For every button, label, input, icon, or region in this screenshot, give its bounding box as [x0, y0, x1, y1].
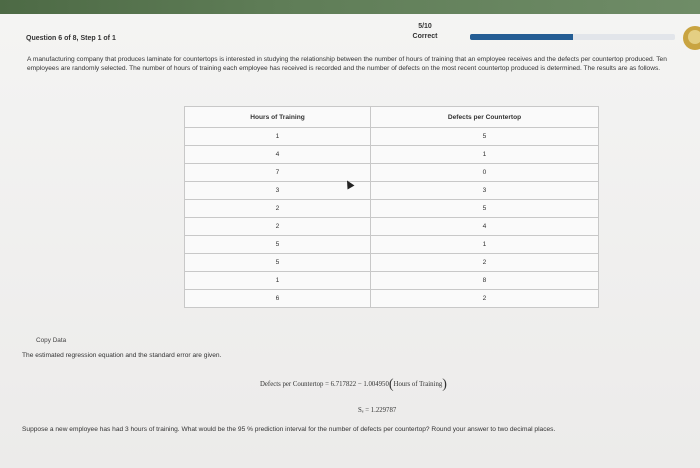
defects-cell: 8 [371, 272, 599, 290]
equation-lhs: Defects per Countertop = 6.717822 − 1.004950 [260, 381, 389, 388]
column-header-defects: Defects per Countertop [371, 107, 599, 128]
hours-cell: 5 [185, 254, 371, 272]
defects-cell: 2 [371, 290, 599, 308]
hours-cell: 6 [185, 290, 371, 308]
table-row [185, 254, 599, 272]
defects-cell: 5 [371, 200, 599, 218]
progress-fill [470, 34, 573, 40]
equation-variable: Hours of Training [393, 381, 443, 388]
problem-text: A manufacturing company that produces laminate for countertops is interested in studying the relationship between the number of hours of training that an employee receives and the defects per countertop produced. Ten employees are randomly selected. The number of hours of training each employee has received is recorded and the number of defects on the most recent countertop produced is determined. The results are as follows. [27, 56, 667, 73]
progress-bar [470, 34, 675, 40]
defects-cell: 4 [371, 218, 599, 236]
score-status: Correct [412, 33, 438, 40]
top-strip [0, 0, 700, 14]
score-value: 5/10 [418, 23, 432, 30]
defects-cell: 1 [371, 146, 599, 164]
question-label: Question 6 of 8, Step 1 of 1 [26, 35, 116, 42]
defects-cell: 0 [371, 164, 599, 182]
data-table [184, 106, 599, 308]
standard-error: Sₑ = 1.229787 [358, 407, 397, 414]
given-text: The estimated regression equation and the standard error are given. [22, 352, 222, 359]
right-paren: ) [442, 377, 447, 392]
help-icon[interactable] [683, 26, 700, 50]
hours-cell: 3 [185, 182, 371, 200]
defects-cell: 3 [371, 182, 599, 200]
table-row [185, 200, 599, 218]
hours-cell: 1 [185, 128, 371, 146]
table-row [185, 182, 599, 200]
defects-cell: 1 [371, 236, 599, 254]
regression-equation [260, 377, 447, 393]
table-row [185, 128, 599, 146]
table-row [185, 272, 599, 290]
table-row [185, 146, 599, 164]
copy-data-link[interactable]: Copy Data [36, 337, 67, 344]
defects-cell: 2 [371, 254, 599, 272]
column-header-hours: Hours of Training [185, 107, 371, 128]
defects-cell: 5 [371, 128, 599, 146]
table-header-row [185, 107, 599, 128]
hours-cell: 1 [185, 272, 371, 290]
hours-cell: 7 [185, 164, 371, 182]
table-row [185, 164, 599, 182]
hours-cell: 5 [185, 236, 371, 254]
hours-cell: 2 [185, 200, 371, 218]
score-display [395, 22, 455, 42]
table-row [185, 236, 599, 254]
table-row [185, 290, 599, 308]
question-text: Suppose a new employee has had 3 hours of training. What would be the 95 % prediction interval for the number of defects per countertop? Round your answer to two decimal places. [22, 426, 556, 433]
table-row [185, 218, 599, 236]
hours-cell: 4 [185, 146, 371, 164]
left-paren: ( [388, 377, 394, 392]
hours-cell: 2 [185, 218, 371, 236]
